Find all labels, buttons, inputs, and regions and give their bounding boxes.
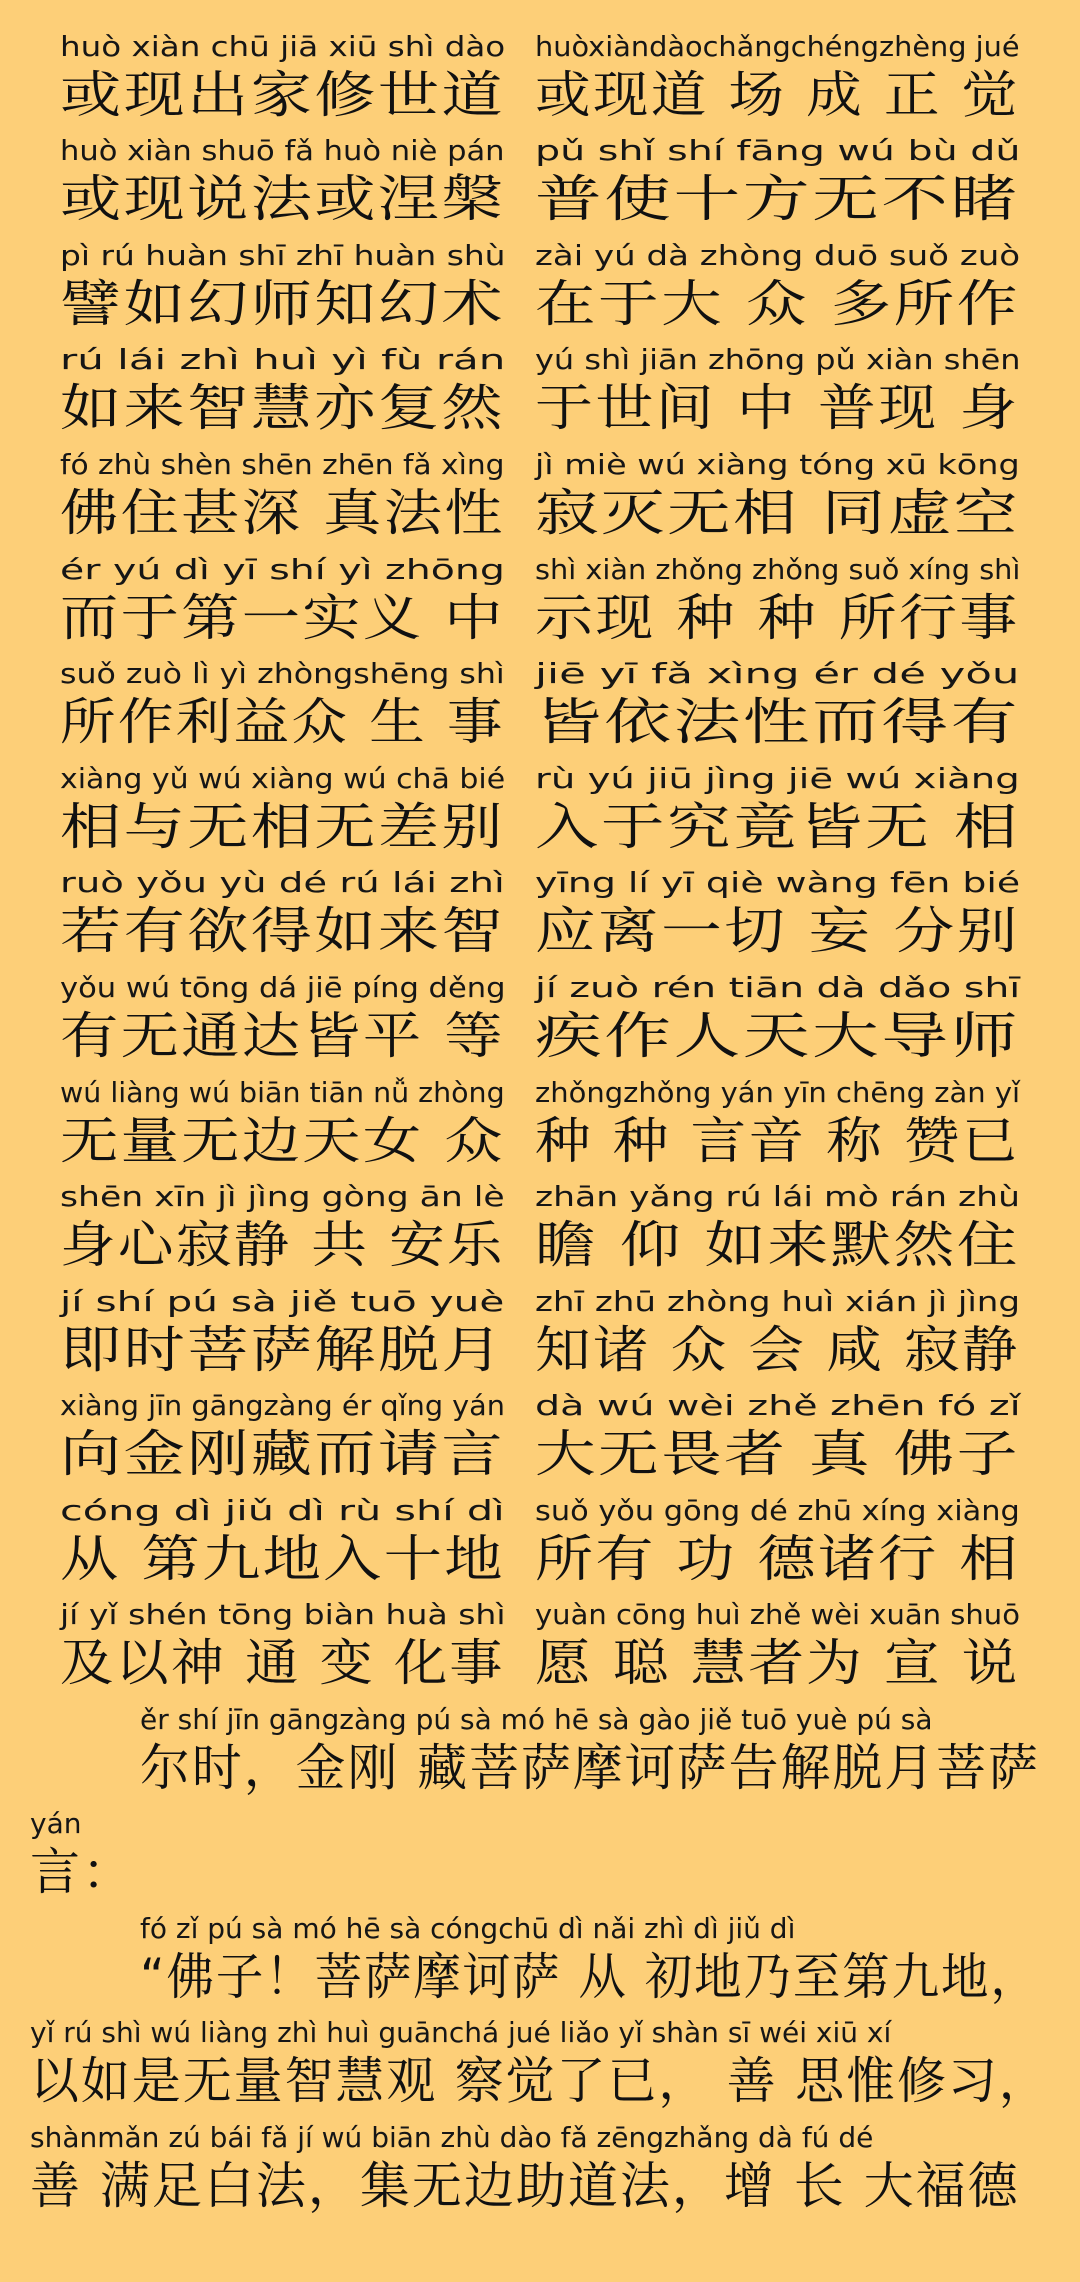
prose-line xyxy=(30,1807,230,1912)
pinyin-text: zhān yǎng rú lái mò rán zhù xyxy=(535,1180,1020,1213)
verse-right xyxy=(535,1180,1020,1285)
pinyin-text: shànmǎn zú bái fǎ jí wú biān zhù dào fǎ zēngzhǎng dà fú dé xyxy=(30,2121,874,2154)
verse-right xyxy=(535,762,1020,867)
hanzi-text: 入于究竟皆无 相 xyxy=(535,798,1020,856)
pinyin-text: suǒ yǒu gōng dé zhū xíng xiàng xyxy=(535,1494,1020,1527)
verse-right xyxy=(535,971,1020,1076)
pinyin-text: rù yú jiū jìng jiē wú xiàng xyxy=(535,762,1020,795)
verse-left xyxy=(60,553,505,658)
pinyin-text: jí shí pú sà jiě tuō yuè xyxy=(60,1285,505,1318)
verse-right xyxy=(535,1494,1020,1599)
pinyin-text: yǒu wú tōng dá jiē píng děng xyxy=(60,971,506,1004)
prose-line xyxy=(140,1703,1040,1808)
verse-line xyxy=(0,1076,1080,1181)
verse-left xyxy=(60,971,505,1076)
verse-left xyxy=(60,343,505,448)
hanzi-text: 如来智慧亦复然 xyxy=(60,379,505,437)
verse-left xyxy=(60,239,505,344)
hanzi-text: 或现道 场 成 正 觉 xyxy=(535,66,1020,124)
pinyin-text: rú lái zhì huì yì fù rán xyxy=(60,343,506,376)
verse-left xyxy=(60,1389,505,1494)
verse-line xyxy=(0,448,1080,553)
hanzi-text: 若有欲得如来智 xyxy=(60,902,505,960)
pinyin-text: huò xiàn chū jiā xiū shì dào xyxy=(60,30,506,63)
hanzi-text: 向金刚藏而请言 xyxy=(60,1425,505,1483)
verse-left xyxy=(60,1285,505,1390)
hanzi-text: 普使十方无不睹 xyxy=(535,170,1020,228)
verse-left xyxy=(60,762,505,867)
verse-left xyxy=(60,134,505,239)
hanzi-text: 或现说法或涅槃 xyxy=(60,170,505,228)
hanzi-text: 种 种 言音 称 赞已 xyxy=(535,1112,1020,1170)
verse-left xyxy=(60,1076,505,1181)
hanzi-text: 在于大 众 多所作 xyxy=(535,275,1020,333)
pinyin-text: zhī zhū zhòng huì xián jì jìng xyxy=(535,1285,1021,1318)
hanzi-text: 即时菩萨解脱月 xyxy=(60,1321,505,1379)
prose-line xyxy=(140,1912,1040,2017)
verse-right xyxy=(535,448,1020,553)
pinyin-text: ruò yǒu yù dé rú lái zhì xyxy=(60,866,505,899)
verse-line xyxy=(0,239,1080,344)
pinyin-text: ěr shí jīn gāngzàng pú sà mó hē sà gào jiě tuō yuè pú sà xyxy=(140,1703,933,1736)
verse-right xyxy=(535,239,1020,344)
verse-line xyxy=(0,134,1080,239)
pinyin-text: ér yú dì yī shí yì zhōng xyxy=(60,553,505,586)
verse-right xyxy=(535,866,1020,971)
hanzi-text: 及以神 通 变 化事 xyxy=(60,1634,505,1692)
hanzi-text: 而于第一实义 中 xyxy=(60,589,505,647)
verse-left xyxy=(60,657,505,762)
verse-line xyxy=(0,866,1080,971)
verse-line xyxy=(0,343,1080,448)
hanzi-text: 从 第九地入十地 xyxy=(60,1530,505,1588)
hanzi-text: 相与无相无差别 xyxy=(60,798,505,856)
pinyin-text: pǔ shǐ shí fāng wú bù dǔ xyxy=(535,134,1021,167)
pinyin-text: yīng lí yī qiè wàng fēn bié xyxy=(535,866,1021,899)
verse-line xyxy=(0,1180,1080,1285)
pinyin-text: fó zhù shèn shēn zhēn fǎ xìng xyxy=(60,448,505,481)
pinyin-text: jì miè wú xiàng tóng xū kōng xyxy=(535,448,1020,481)
pinyin-text: yuàn cōng huì zhě wèi xuān shuō xyxy=(535,1598,1020,1631)
pinyin-text: yú shì jiān zhōng pǔ xiàn shēn xyxy=(535,343,1021,376)
pinyin-text: xiàng yǔ wú xiàng wú chā bié xyxy=(60,762,506,795)
prose-line xyxy=(30,2016,1050,2121)
verse-line xyxy=(0,762,1080,867)
verse-left xyxy=(60,1494,505,1599)
verse-left xyxy=(60,1180,505,1285)
hanzi-text: 所有 功 德诸行 相 xyxy=(535,1530,1020,1588)
pinyin-text: xiàng jīn gāngzàng ér qǐng yán xyxy=(60,1389,505,1422)
hanzi-text: 应离一切 妄 分别 xyxy=(535,902,1020,960)
hanzi-text: 譬如幻师知幻术 xyxy=(60,275,505,333)
verse-left xyxy=(60,30,505,135)
pinyin-text: yán xyxy=(30,1807,82,1840)
pinyin-text: zhǒngzhǒng yán yīn chēng zàn yǐ xyxy=(535,1076,1021,1109)
hanzi-text: 有无通达皆平 等 xyxy=(60,1007,505,1065)
hanzi-text: 瞻 仰 如来默然住 xyxy=(535,1216,1020,1274)
pinyin-text: jí yǐ shén tōng biàn huà shì xyxy=(60,1598,506,1631)
pinyin-text: wú liàng wú biān tiān nǚ zhòng xyxy=(60,1076,505,1109)
pinyin-text: huòxiàndàochǎngchéngzhèng jué xyxy=(535,30,1020,63)
hanzi-text: 言： xyxy=(30,1843,134,1901)
hanzi-text: 身心寂静 共 安乐 xyxy=(60,1216,505,1274)
pinyin-text: suǒ zuò lì yì zhòngshēng shì xyxy=(60,657,505,690)
verse-right xyxy=(535,1598,1020,1703)
pinyin-text: jí zuò rén tiān dà dǎo shī xyxy=(535,971,1021,1004)
verse-line xyxy=(0,1598,1080,1703)
verse-left xyxy=(60,1598,505,1703)
pinyin-text: jiē yī fǎ xìng ér dé yǒu xyxy=(535,657,1020,690)
verse-line xyxy=(0,1494,1080,1599)
verse-right xyxy=(535,1076,1020,1181)
pinyin-text: huò xiàn shuō fǎ huò niè pán xyxy=(60,134,505,167)
verse-left xyxy=(60,448,505,553)
pinyin-text: cóng dì jiǔ dì rù shí dì xyxy=(60,1494,505,1527)
verse-line xyxy=(0,1285,1080,1390)
hanzi-text: 善 满足白法，集无边助道法，增 长 大福德 xyxy=(30,2157,1020,2215)
pinyin-text: yǐ rú shì wú liàng zhì huì guānchá jué liǎo yǐ shàn sī wéi xiū xí xyxy=(30,2016,892,2049)
verse-right xyxy=(535,30,1020,135)
pinyin-text: fó zǐ pú sà mó hē sà cóngchū dì nǎi zhì dì jiǔ dì xyxy=(140,1912,796,1945)
hanzi-text: 尔时，金刚 藏菩萨摩诃萨告解脱月菩萨 xyxy=(140,1739,1040,1797)
verse-right xyxy=(535,1389,1020,1494)
pinyin-text: zài yú dà zhòng duō suǒ zuò xyxy=(535,239,1021,272)
verse-right xyxy=(535,553,1020,658)
verse-right xyxy=(535,343,1020,448)
verse-right xyxy=(535,1285,1020,1390)
hanzi-text: 知诸 众 会 咸 寂静 xyxy=(535,1321,1020,1379)
pinyin-text: pì rú huàn shī zhī huàn shù xyxy=(60,239,506,272)
verse-line xyxy=(0,30,1080,135)
hanzi-text: 所作利益众 生 事 xyxy=(60,693,505,751)
pinyin-text: dà wú wèi zhě zhēn fó zǐ xyxy=(535,1389,1021,1422)
verse-line xyxy=(0,971,1080,1076)
hanzi-text: 示现 种 种 所行事 xyxy=(535,589,1020,647)
verse-right xyxy=(535,134,1020,239)
pinyin-text: shēn xīn jì jìng gòng ān lè xyxy=(60,1180,505,1213)
hanzi-text: 无量无边天女 众 xyxy=(60,1112,505,1170)
verse-line xyxy=(0,553,1080,658)
verse-line xyxy=(0,1389,1080,1494)
verse-line xyxy=(0,657,1080,762)
prose-line xyxy=(30,2121,1050,2226)
hanzi-text: 疾作人天大导师 xyxy=(535,1007,1020,1065)
hanzi-text: 寂灭无相 同虚空 xyxy=(535,484,1020,542)
verse-right xyxy=(535,657,1020,762)
pinyin-text: shì xiàn zhǒng zhǒng suǒ xíng shì xyxy=(535,553,1021,586)
hanzi-text: 以如是无量智慧观 察觉了已， 善 思惟修习， xyxy=(30,2052,1050,2110)
hanzi-text: “佛子！菩萨摩诃萨 从 初地乃至第九地， xyxy=(140,1948,1040,2006)
verse-left xyxy=(60,866,505,971)
hanzi-text: 皆依法性而得有 xyxy=(535,693,1020,751)
hanzi-text: 大无畏者 真 佛子 xyxy=(535,1425,1020,1483)
hanzi-text: 于世间 中 普现 身 xyxy=(535,379,1020,437)
hanzi-text: 愿 聪 慧者为 宣 说 xyxy=(535,1634,1020,1692)
hanzi-text: 佛住甚深 真法性 xyxy=(60,484,505,542)
hanzi-text: 或现出家修世道 xyxy=(60,66,505,124)
